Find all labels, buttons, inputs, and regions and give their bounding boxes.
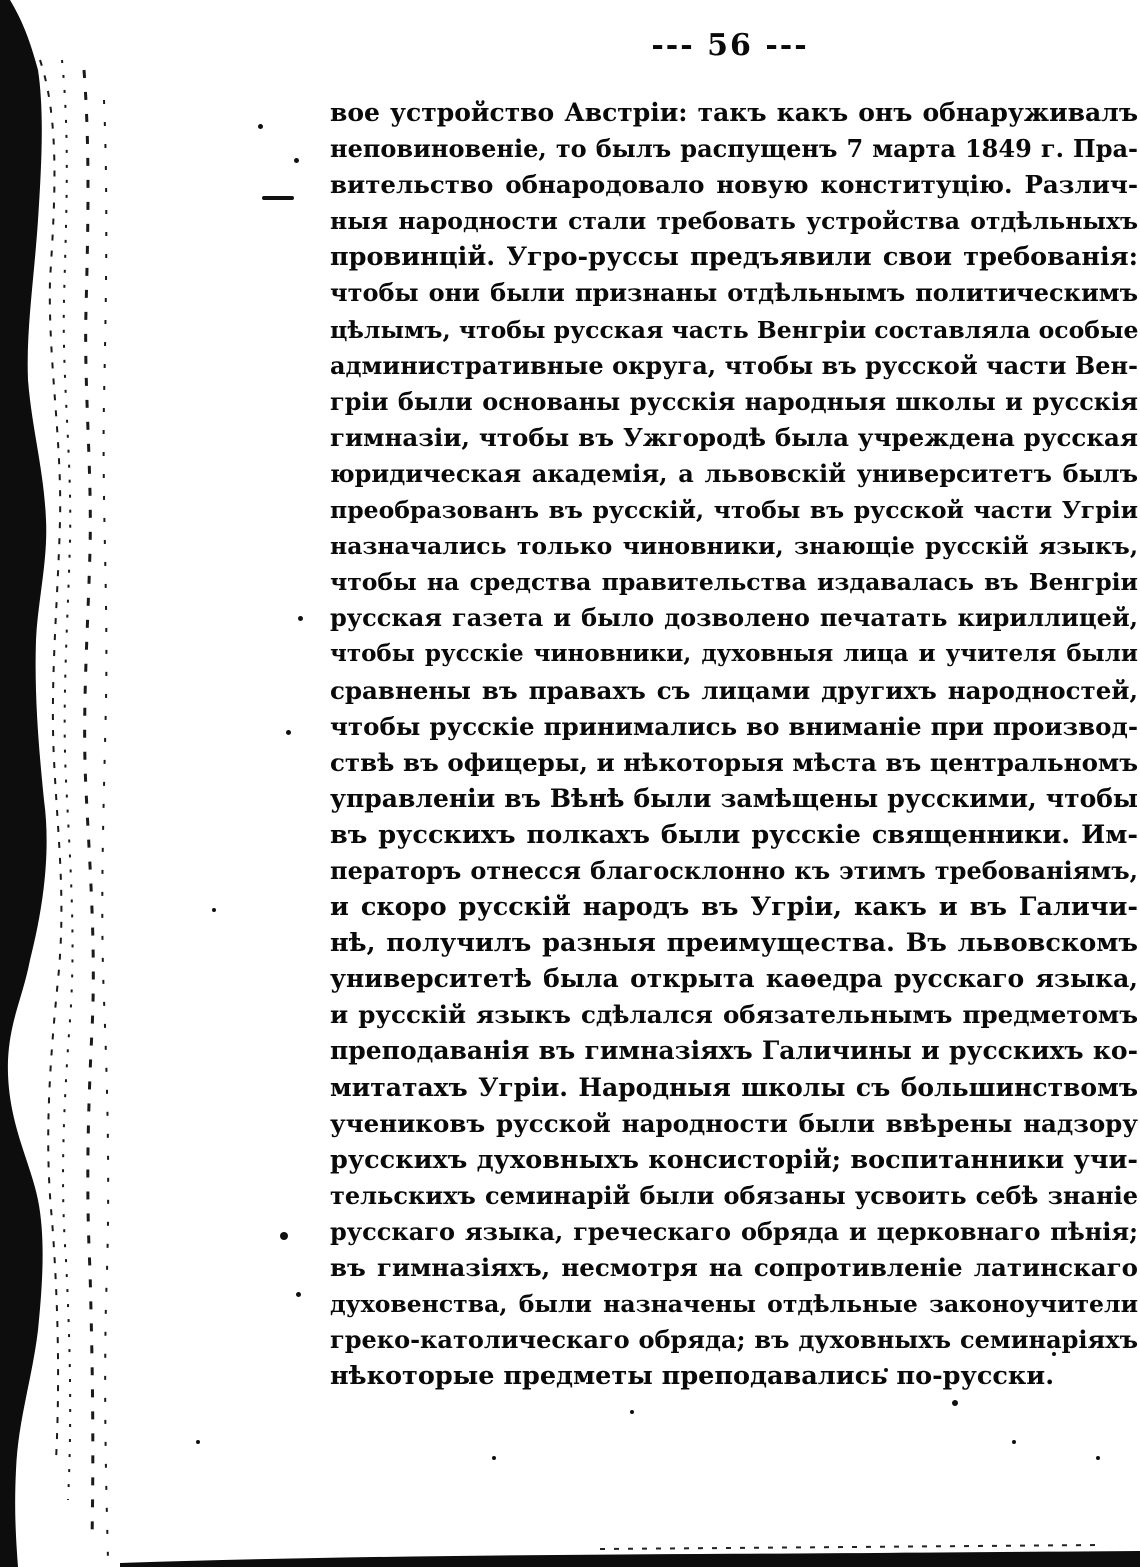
text-line: русская газета и было дозволено печатать кириллицей, [330,603,1138,633]
text-line: управленіи въ Вѣнѣ были замѣщены русскими, чтобы [330,783,1138,813]
text-line: чтобы русскіе принимались во вниманіе при производ- [330,711,1138,741]
text-line: и русскій языкъ сдѣлался обязательнымъ предметомъ [330,1000,1138,1030]
text-line: учениковъ русской народности были ввѣрены надзору [330,1108,1138,1138]
text-line: преобразованъ въ русскій, чтобы въ русской части Угріи [330,496,1138,525]
text-line: духовенства, были назначены отдѣльные законоучители [330,1290,1138,1319]
bottom-edge-scan-artifact [0,1527,1140,1567]
text-line: нѣкоторые предметы преподавались по-русски. [330,1361,1055,1392]
text-line: ператоръ отнесся благосклонно къ этимъ требованіямъ, [330,855,1138,885]
text-line: гріи были основаны русскія народныя школы и русскія [330,386,1138,416]
speck [286,730,291,735]
speck [630,1410,634,1414]
speck [492,1456,496,1460]
text-line: чтобы они были признаны отдѣльнымъ политическимъ [330,278,1138,308]
text-line: вое устройство Австріи: такъ какъ онъ обнаруживалъ [330,98,1138,127]
text-line: административные округа, чтобы въ русской части Вен- [330,350,1138,380]
text-line: чтобы русскіе чиновники, духовныя лица и учителя были [330,640,1138,668]
text-line: въ русскихъ полкахъ были русскіе священники. Им- [330,819,1138,850]
text-line: вительство обнародовало новую конституцію. Различ- [330,170,1138,200]
speck [298,616,303,621]
text-line: гимназіи, чтобы въ Ужгородѣ была учреждена русская [330,422,1138,452]
text-line: назначались только чиновники, знающіе русскій языкъ, [330,532,1138,561]
text-line: митатахъ Угріи. Народныя школы съ большинствомъ [330,1072,1138,1102]
page-number: --- 56 --- [651,28,809,63]
text-line: ныя народности стали требовать устройства отдѣльныхъ [330,207,1138,236]
speck [258,124,263,129]
speck [262,196,294,200]
text-line: въ гимназіяхъ, несмотря на сопротивленіе латинскаго [330,1253,1138,1282]
binding-edge-scan-artifact [0,0,120,1567]
speck [1096,1456,1100,1460]
text-line: ствѣ въ офицеры, и нѣкоторыя мѣста въ центральномъ [330,747,1138,777]
speck [280,1232,288,1240]
text-line: нѣ, получилъ разныя преимущества. Въ львовскомъ [330,928,1138,959]
text-line: юридическая академія, а львовскій университетъ былъ [330,458,1138,488]
speck [212,908,216,912]
speck [1012,1440,1016,1444]
body-text [330,95,1138,1394]
text-line: греко-католическаго обряда; въ духовныхъ семинаріяхъ [330,1325,1138,1355]
text-line: тельскихъ семинарій были обязаны усвоить себѣ знаніе [330,1180,1138,1210]
speck [196,1440,200,1444]
text-line: цѣлымъ, чтобы русская часть Венгріи составляла особые [330,315,1138,344]
text-line: чтобы на средства правительства издавалась въ Венгріи [330,568,1138,597]
text-line: университетѣ была открыта каѳедра русскаго языка, [330,964,1138,994]
text-line: и скоро русскій народъ въ Угріи, какъ и въ Галичи- [330,892,1138,923]
text-line: преподаванія въ гимназіяхъ Галичины и русскихъ ко- [330,1036,1138,1066]
speck [296,1292,301,1297]
speck [294,158,299,163]
text-line: русскаго языка, греческаго обряда и церковнаго пѣнія; [330,1216,1138,1246]
text-line: провинцій. Угро-руссы предъявили свои требованія: [330,242,1138,273]
speck [952,1400,958,1406]
text-line: сравнены въ правахъ съ лицами другихъ народностей, [330,675,1138,705]
text-line: неповиновеніе, то былъ распущенъ 7 марта 1849 г. Пра- [330,134,1138,164]
text-line: русскихъ духовныхъ консисторій; воспитанники учи- [330,1144,1138,1175]
